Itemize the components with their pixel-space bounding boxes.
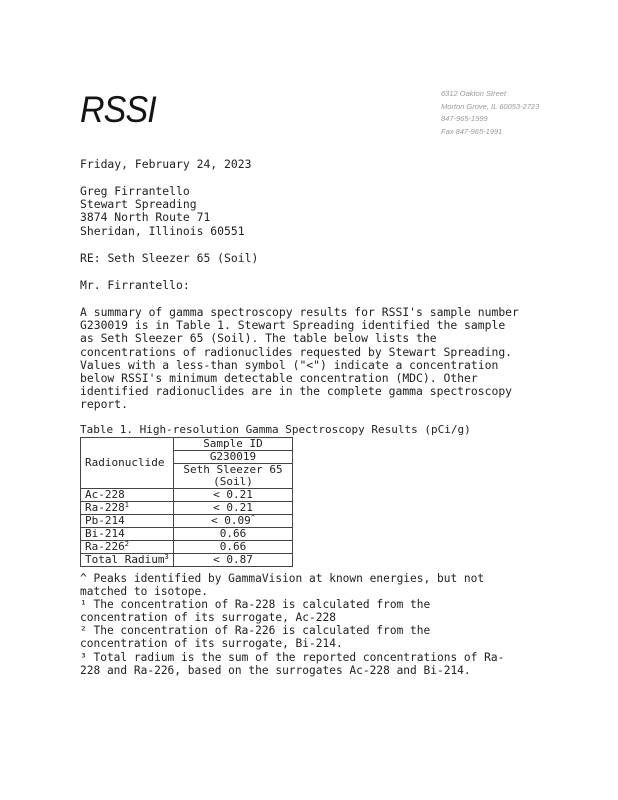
value-footnote-mark: ^ [250, 514, 255, 522]
nuclide-value: 0.66 [174, 541, 293, 554]
body-line: A summary of gamma spectroscopy results for RSSI's sample number [80, 305, 519, 319]
results-table [80, 437, 293, 567]
body-line: concentrations of radionuclides requested by Stewart Spreading. [80, 344, 513, 359]
table-row [81, 489, 174, 502]
nuclide-name: Bi-214 [85, 527, 125, 540]
nuclide-value: < 0.21 [174, 489, 293, 502]
nuclide-footnote-mark: 1 [124, 501, 129, 509]
body-line: Values with a less-than symbol ("<") indicate a concentration [80, 357, 499, 372]
footnote-line: concentration of its surrogate, Ac-228 [80, 611, 336, 625]
nuclide-name: Ra-226 [85, 540, 125, 553]
body-line: as Seth Sleezer 65 (Soil). The table below lists the [80, 331, 437, 346]
address-line: Fax 847-965-1991 [441, 126, 503, 136]
re-subject: Seth Sleezer 65 (Soil) [107, 251, 259, 265]
table-row [81, 502, 174, 515]
table-row [81, 528, 174, 541]
address-line: 6312 Oakton Street [441, 89, 507, 98]
nuclide-name: Ac-228 [85, 488, 125, 501]
body-line: report. [80, 397, 129, 412]
address-line: 847-965-1999 [441, 114, 488, 123]
sample-id: G230019 [174, 451, 293, 464]
body-paragraph [80, 306, 519, 412]
table-row [81, 515, 174, 528]
footnote-line: ^ Peaks identified by GammaVision at known energies, but not [80, 572, 485, 585]
recipient-line: Greg Firrantello [80, 184, 190, 198]
footnote-line: ² The concentration of Ra-226 is calculated from the [80, 624, 431, 638]
recipient-line: Stewart Spreading [80, 197, 197, 212]
re-line [80, 252, 258, 265]
nuclide-name: Pb-214 [85, 514, 125, 527]
recipient-line: Sheridan, Illinois 60551 [80, 223, 245, 238]
recipient-block [80, 185, 245, 238]
nuclide-name: Total Radium [85, 553, 165, 566]
nuclide-value: < 0.21 [174, 502, 293, 515]
recipient-line: 3874 North Route 71 [80, 210, 211, 225]
radionuclide-header: Radionuclide [81, 438, 174, 489]
footnote-line: concentration of its surrogate, Bi-214. [80, 637, 343, 651]
footnote-line: ¹ The concentration of Ra-228 is calculated from the [80, 598, 431, 612]
body-line: below RSSI's minimum detectable concentration (MDC). Other [80, 371, 478, 386]
nuclide-name: Ra-228 [85, 501, 125, 514]
table-row [81, 541, 174, 554]
nuclide-footnote-mark: 3 [164, 553, 169, 561]
address-line: Morton Grove, IL 60053-2723 [441, 101, 540, 111]
re-label: RE: [80, 251, 101, 265]
body-line: G230019 is in Table 1. Stewart Spreading identified the sample [80, 318, 506, 333]
salutation: Mr. Firrantello: [80, 278, 190, 292]
sample-name: Seth Sleezer 65 [174, 464, 293, 477]
company-logo: RSSI [80, 89, 156, 130]
nuclide-value: 0.66 [174, 528, 293, 541]
table-caption: Table 1. High-resolution Gamma Spectroscopy Results (pCi/g) [80, 423, 471, 436]
nuclide-value: < 0.09^ [174, 515, 293, 528]
table-row [81, 554, 174, 567]
footnote-line: 228 and Ra-226, based on the surrogates Ac-228 and Bi-214. [80, 663, 471, 677]
footnote-line: ³ Total radium is the sum of the reported concentrations of Ra- [80, 650, 505, 664]
letterhead-address [441, 88, 539, 138]
sample-id-label: Sample ID [174, 438, 293, 451]
sample-name-matrix: (Soil) [174, 476, 293, 489]
footnote-line: matched to isotope. [80, 585, 208, 599]
nuclide-value: < 0.87 [174, 554, 293, 567]
body-line: identified radionuclides are in the complete gamma spectroscopy [80, 384, 513, 399]
footnotes [80, 572, 504, 677]
nuclide-footnote-mark: 2 [124, 540, 129, 548]
letter-date: Friday, February 24, 2023 [80, 157, 252, 171]
